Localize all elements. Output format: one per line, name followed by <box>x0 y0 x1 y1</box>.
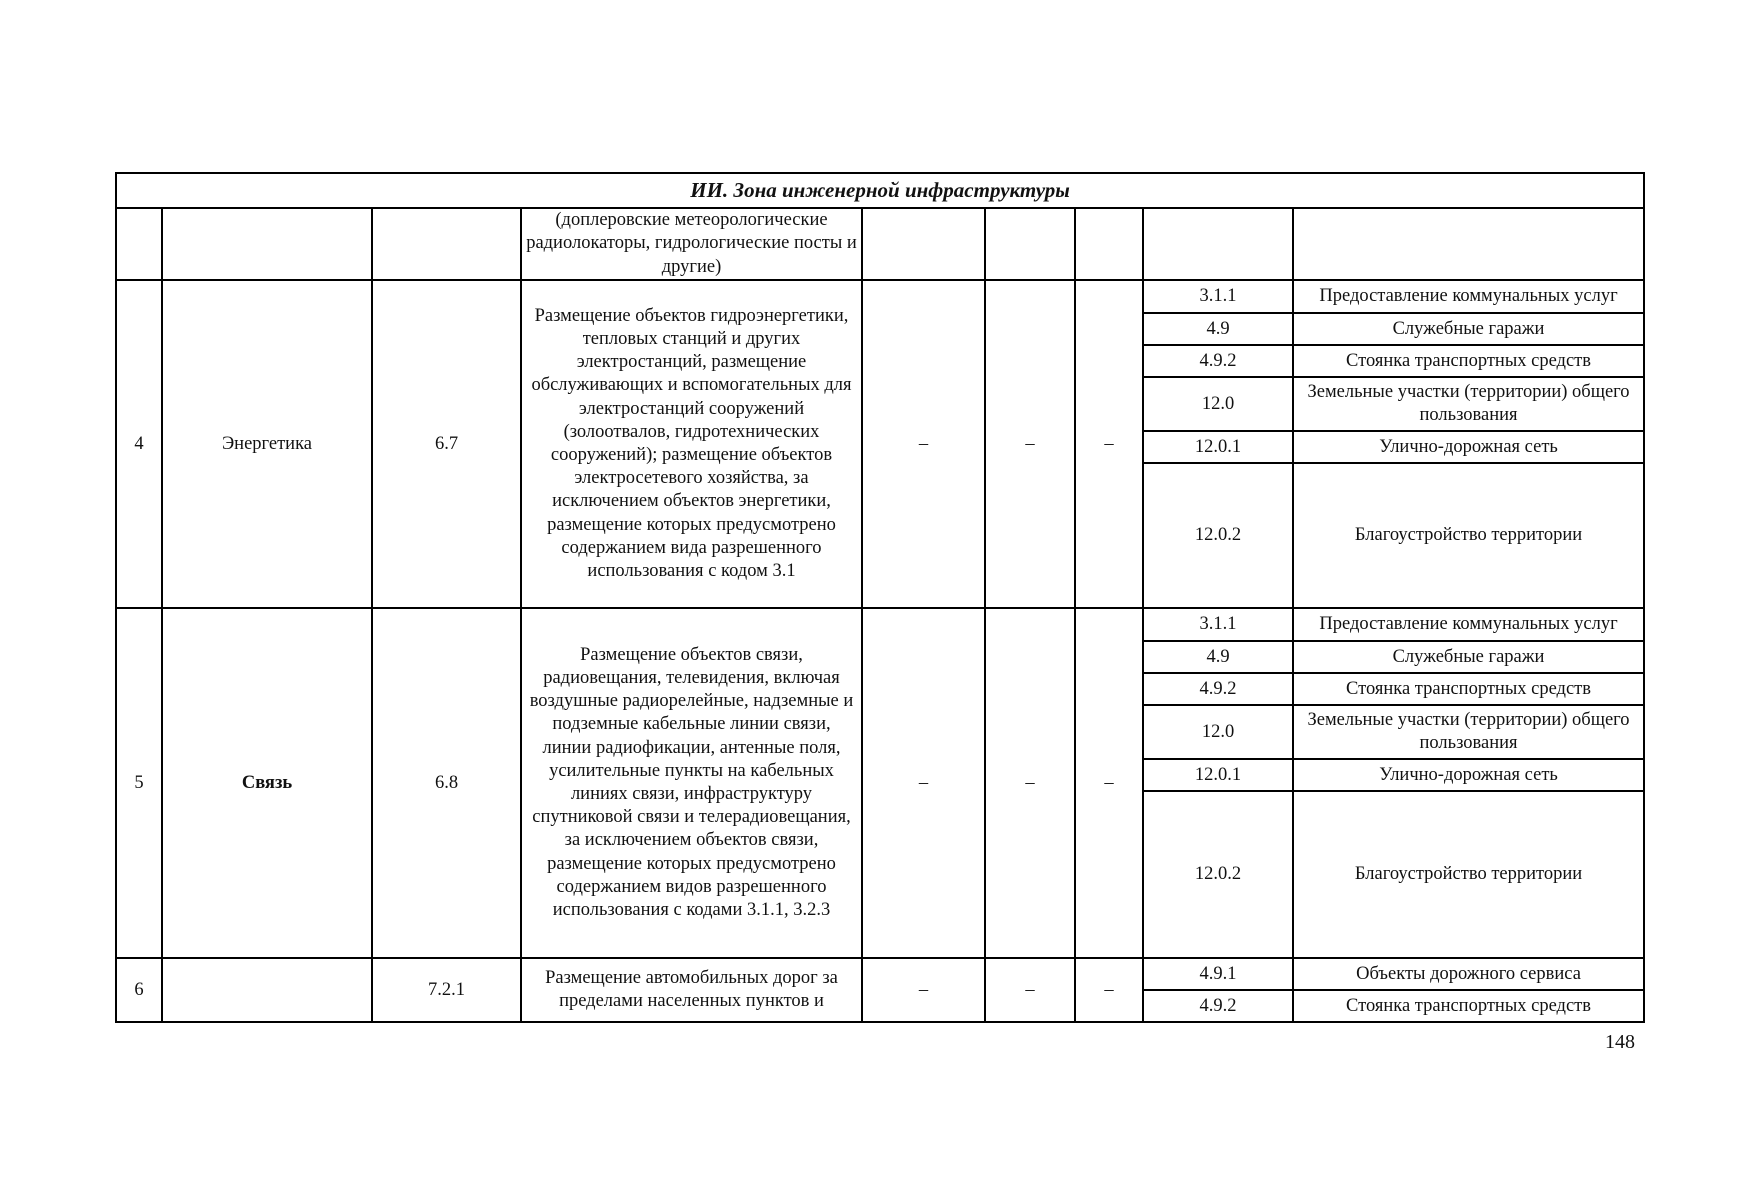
aux-code: 4.9.2 <box>1143 673 1293 705</box>
use-type-name: Связь <box>162 608 372 958</box>
row-number: 6 <box>116 958 162 1022</box>
aux-code: 4.9.1 <box>1143 958 1293 990</box>
dash-cell: – <box>1075 280 1143 608</box>
aux-code: 12.0.2 <box>1143 791 1293 958</box>
aux-name: Служебные гаражи <box>1293 313 1644 345</box>
table-cell <box>162 208 372 280</box>
aux-name: Улично-дорожная сеть <box>1293 759 1644 791</box>
row-number: 4 <box>116 280 162 608</box>
aux-name: Земельные участки (территории) общего пользования <box>1293 705 1644 759</box>
dash-cell: – <box>985 958 1075 1022</box>
aux-name: Предоставление коммунальных услуг <box>1293 608 1644 641</box>
use-type-name <box>162 958 372 1022</box>
table-cell <box>985 208 1075 280</box>
aux-code: 4.9 <box>1143 641 1293 673</box>
use-type-code: 6.7 <box>372 280 521 608</box>
aux-code: 12.0 <box>1143 377 1293 431</box>
table-cell <box>1293 208 1644 280</box>
aux-code: 4.9 <box>1143 313 1293 345</box>
aux-name: Земельные участки (территории) общего пользования <box>1293 377 1644 431</box>
use-type-description: Размещение объектов связи, радиовещания, телевидения, включая воздушные радиорелейные, надземные и подземные кабельные линии связи, линии радиофикации, антенные поля, усилительные пункты на кабельных линиях связи, инфраструктуру спутниковой связи и телерадиовещания, за исключением объектов связи, размещение которых предусмотрено содержанием видов разрешенного использования с кодами 3.1.1, 3.2.3 <box>521 608 862 958</box>
table-cell <box>1143 208 1293 280</box>
page-number: 148 <box>1605 1031 1635 1053</box>
dash-cell: – <box>862 280 985 608</box>
aux-name: Служебные гаражи <box>1293 641 1644 673</box>
aux-code: 12.0.1 <box>1143 759 1293 791</box>
aux-name: Благоустройство территории <box>1293 791 1644 958</box>
use-type-name: Энергетика <box>162 280 372 608</box>
aux-code: 3.1.1 <box>1143 280 1293 313</box>
aux-name: Стоянка транспортных средств <box>1293 345 1644 377</box>
section-title: ИИ. Зона инженерной инфраструктуры <box>116 173 1644 208</box>
aux-name: Предоставление коммунальных услуг <box>1293 280 1644 313</box>
aux-name: Благоустройство территории <box>1293 463 1644 608</box>
aux-code: 12.0.1 <box>1143 431 1293 463</box>
land-use-table <box>115 172 1645 1023</box>
dash-cell: – <box>1075 608 1143 958</box>
aux-code: 12.0 <box>1143 705 1293 759</box>
dash-cell: – <box>985 608 1075 958</box>
dash-cell: – <box>862 958 985 1022</box>
aux-code: 4.9.2 <box>1143 990 1293 1022</box>
aux-name: Объекты дорожного сервиса <box>1293 958 1644 990</box>
table-cell <box>862 208 985 280</box>
dash-cell: – <box>862 608 985 958</box>
dash-cell: – <box>985 280 1075 608</box>
aux-name: Стоянка транспортных средств <box>1293 990 1644 1022</box>
aux-name: Стоянка транспортных средств <box>1293 673 1644 705</box>
aux-code: 3.1.1 <box>1143 608 1293 641</box>
aux-code: 12.0.2 <box>1143 463 1293 608</box>
aux-code: 4.9.2 <box>1143 345 1293 377</box>
continuation-description: (доплеровские метеорологические радиолокаторы, гидрологические посты и другие) <box>521 208 862 280</box>
table-cell <box>372 208 521 280</box>
table-cell <box>116 208 162 280</box>
row-number: 5 <box>116 608 162 958</box>
use-type-description: Размещение автомобильных дорог за пределами населенных пунктов и <box>521 958 862 1022</box>
aux-name: Улично-дорожная сеть <box>1293 431 1644 463</box>
table-cell <box>1075 208 1143 280</box>
use-type-code: 6.8 <box>372 608 521 958</box>
dash-cell: – <box>1075 958 1143 1022</box>
use-type-description: Размещение объектов гидроэнергетики, тепловых станций и других электростанций, размещение обслуживающих и вспомогательных для электростанций сооружений (золоотвалов, гидротехнических сооружений); размещение объектов электросетевого хозяйства, за исключением объектов энергетики, размещение которых предусмотрено содержанием вида разрешенного использования с кодом 3.1 <box>521 280 862 608</box>
use-type-code: 7.2.1 <box>372 958 521 1022</box>
